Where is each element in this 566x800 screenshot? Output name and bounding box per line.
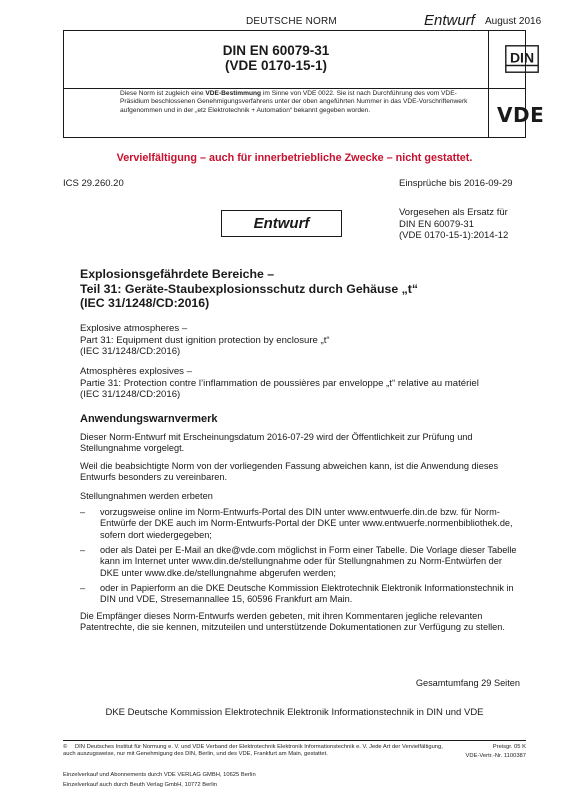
dke-line: DKE Deutsche Kommission Elektrotechnik Elektronik Informationstechnik in DIN und VDE — [105, 707, 484, 718]
paragraph: Die Empfänger dieses Norm-Entwurfs werden gebeten, mit ihren Kommentaren jegliche relevanten Patentrechte, die sie kennen, mitzuteilen und unterstützende Dokumentationen zur Verfügung zu stellen. — [80, 611, 505, 633]
title-line: Partie 31: Protection contre l’inflammation de poussières par enveloppe „t“ relative au matériel — [80, 377, 479, 389]
footer-divider — [63, 740, 526, 741]
list-item — [80, 583, 520, 608]
title-line: (IEC 31/1248/CD:2016) — [80, 346, 181, 357]
standard-header-box — [63, 30, 545, 138]
paragraph: Weil die beabsichtigte Norm von der vorliegenden Fassung abweichen kann, ist die Anwendung dieses Entwurfs besonders zu vereinbaren. — [80, 461, 499, 483]
list-item-text: oder als Datei per E-Mail an dke@vde.com möglichst in Form einer Tabelle. Die Vorlage dieser Tabelle kann im Internet unter www.din.de/stellungnahme oder für Stellungnahmen zu Norm-Entwürfen der DKE unter www.dke.de/stellungnahme abgerufen werden; — [100, 545, 517, 578]
box-divider-vertical — [488, 31, 489, 137]
draft-stamp: Entwurf — [221, 210, 342, 237]
bullet-dash: – — [80, 507, 86, 517]
title-line: (IEC 31/1248/CD:2016) — [80, 296, 210, 310]
list-item — [80, 545, 520, 581]
replacement-line: DIN EN 60079-31 — [399, 218, 474, 230]
title-line: Explosionsgefährdete Bereiche – — [80, 267, 275, 281]
price-group: Preisgr. 05 K — [492, 744, 526, 750]
ics-code: ICS 29.260.20 — [63, 178, 124, 189]
vde-determination-note: Diese Norm ist zugleich eine VDE-Bestimmung im Sinne von VDE 0022. Sie ist nach Durchführung des vom VDE-Präsidium beschlossenen Genehmigungsverfahrens unter der oben angeführten Nummer in das VDE-Vorschriftenwerk aufgenommen und in der „etz Elektrotechnik + Automation“ bekannt gegeben worden. — [120, 90, 468, 114]
objection-deadline: Einsprüche bis 2016-09-29 — [399, 178, 513, 189]
english-title — [80, 323, 530, 358]
title-line: (IEC 31/1248/CD:2016) — [80, 389, 181, 400]
vde-number: (VDE 0170-15-1) — [224, 58, 328, 73]
din-number: DIN EN 60079-31 — [222, 43, 330, 58]
page-count: Gesamtumfang 29 Seiten — [415, 678, 520, 688]
replacement-note — [399, 207, 539, 242]
publication-date: August 2016 — [485, 16, 542, 27]
document-type: DEUTSCHE NORM — [246, 16, 337, 27]
replacement-line: (VDE 0170-15-1):2014-12 — [399, 230, 509, 241]
bullet-dash: – — [80, 545, 86, 555]
copyright-notice: © DIN Deutsches Institut für Normung e. V. und VDE Verband der Elektrotechnik Elektronik Informationstechnik e. V. Jede Art der Vervielfältigung, auch auszugsweise, nur mit Genehmigung des DIN, Berlin, und des VDE, Frankfurt am Main, gestattet. — [63, 744, 443, 758]
sales-note: Einzelverkauf auch durch Beuth Verlag GmbH, 10772 Berlin — [63, 782, 218, 788]
french-title — [80, 366, 540, 401]
title-line: Teil 31: Geräte-Staubexplosionsschutz durch Gehäuse „t“ — [80, 281, 419, 296]
title-line: Atmosphères explosives – — [80, 366, 192, 377]
reproduction-warning: Vervielfältigung – auch für innerbetriebliche Zwecke – nicht gestattet. — [116, 152, 473, 164]
replacement-line: Vorgesehen als Ersatz für — [399, 207, 508, 218]
box-divider-horizontal — [64, 88, 525, 89]
paragraph: Stellungnahmen werden erbeten — [80, 491, 213, 501]
german-title — [80, 267, 530, 311]
vde-order-number: VDE-Vertr.-Nr. 1100387 — [465, 753, 526, 759]
svg-text:DIN: DIN — [509, 49, 535, 66]
title-line: Part 31: Equipment dust ignition protection by enclosure „t“ — [80, 334, 330, 346]
list-item-text: oder in Papierform an die DKE Deutsche Kommission Elektrotechnik Elektronik Informationstechnik in DIN und VDE, Stresemannallee 15, 60596 Frankfurt am Main. — [100, 583, 514, 605]
copyright-icon: © — [63, 744, 68, 750]
bullet-dash: – — [80, 583, 86, 593]
vde-logo: VDE — [497, 103, 545, 127]
standard-number — [64, 43, 488, 73]
section-heading: Anwendungswarnvermerk — [80, 413, 218, 425]
list-item — [80, 507, 520, 543]
list-item-text: vorzugsweise online im Norm-Entwurfs-Portal des DIN unter www.entwuerfe.din.de bzw. für Norm-Entwürfe der DKE auch im Norm-Entwurfs-Portal der DKE unter www.entwuerfe.normenbibliothek.de, sofern dort wiedergegeben; — [100, 507, 513, 540]
din-logo-icon — [505, 45, 539, 73]
sales-note: Einzelverkauf und Abonnements durch VDE VERLAG GMBH, 10625 Berlin — [63, 772, 256, 778]
title-line: Explosive atmospheres – — [80, 323, 188, 334]
draft-label: Entwurf — [424, 12, 475, 29]
paragraph: Dieser Norm-Entwurf mit Erscheinungsdatum 2016-07-29 wird der Öffentlichkeit zur Prüfung und Stellungnahme vorgelegt. — [80, 432, 473, 454]
